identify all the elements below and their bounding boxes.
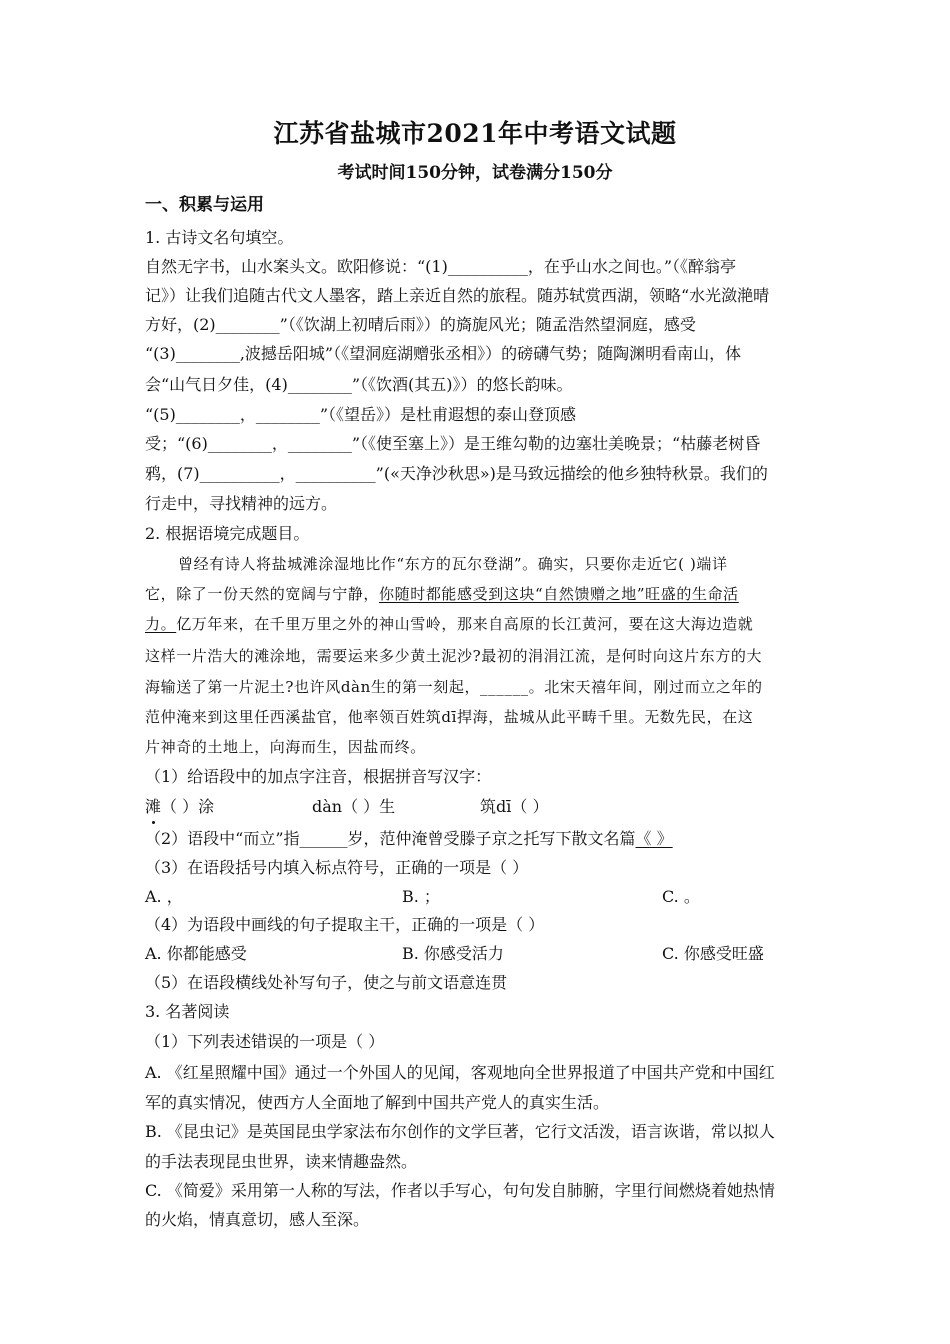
passage-line: 这样一片浩大的滩涂地，需要运来多少黄土泥沙?最初的涓涓江流，是何时向这片东方的大 [145, 647, 763, 665]
q1-line: 记》）让我们追随古代文人墨客，踏上亲近自然的旅程。随苏轼赏西湖，领略“水光潋滟晴 [145, 286, 770, 305]
q3-option-line: 的火焰，情真意切，感人至深。 [145, 1210, 370, 1229]
passage-text: 亿万年来，在千里万里之外的神山雪岭，那来自高原的长江黄河，要在这大海边造就 [176, 615, 754, 633]
q1-line: “(5)________，________”（《望岳》）是杜甫遐想的泰山登顶感 [145, 405, 577, 424]
passage-line [145, 613, 805, 635]
pinyin-item-a [145, 796, 214, 818]
passage-line: 海输送了第一片泥土?也许风dàn生的第一刻起，______。北宋天禧年间，刚过而立之年的 [145, 678, 763, 696]
q2-sub4: （4）为语段中画线的句子提取主干，正确的一项是（ ） [145, 915, 545, 934]
q1-line: 自然无字书，山水案头文。欧阳修说：“(1)__________，在乎山水之间也。”（《醉翁亭 [145, 257, 737, 276]
passage-line [145, 583, 805, 605]
q1-line: 会“山气日夕佳，(4)________”（《饮酒(其五)》）的悠长韵味。 [145, 375, 573, 394]
option-b: B. 你感受活力 [402, 944, 504, 963]
passage-line: 曾经有诗人将盐城滩涂湿地比作“东方的瓦尔登湖”。确实，只要你走近它( )端详 [178, 555, 728, 573]
q1-line: 鸦，(7)__________，__________”(«天净沙秋思»)是马致远描绘的他乡独特秋景。我们的 [145, 464, 768, 483]
exam-subtitle: 考试时间150分钟，试卷满分150分 [337, 163, 613, 183]
q1-line: “(3)________,波撼岳阳城”（《望洞庭湖赠张丞相》）的磅礴气势；随陶渊明看南山，体 [145, 344, 742, 363]
option-c: C. 你感受旺盛 [662, 944, 764, 963]
q2-sub1: （1）给语段中的加点字注音，根据拼音写汉字： [145, 767, 492, 786]
q1-line: 受；“(6)________，________”（《使至塞上》）是王维勾勒的边塞壮美晚景；“枯藤老树昏 [145, 434, 761, 453]
dotted-char: 滩 [145, 797, 162, 816]
q2-sub2-title-blank: 《 》 [635, 829, 673, 848]
answer-blank: （ ）涂 [161, 797, 215, 816]
q3-option-line: B. 《昆虫记》是英国昆虫学家法布尔创作的文学巨著，它行文活泼，语言诙谐，常以拟人 [145, 1122, 775, 1141]
underlined-sentence: 你随时都能感受到这块“自然馈赠之地”旺盛的生命活 [379, 585, 739, 603]
passage-text: 它，除了一份天然的宽阔与宁静， [145, 585, 380, 603]
passage-line: 范仲淹来到这里任西溪盐官，他率领百姓筑dī捍海，盐城从此平畴千里。无数先民，在这 [145, 708, 754, 726]
q3-option-line: 军的真实情况，使西方人全面地了解到中国共产党人的真实生活。 [145, 1093, 610, 1112]
option-b: B. ； [402, 887, 440, 906]
q2-sub5: （5）在语段横线处补写句子，使之与前文语意连贯 [145, 973, 508, 992]
option-a: A. ， [145, 887, 183, 906]
q2-sub2-text: （2）语段中“而立”指______岁，范仲淹曾受滕子京之托写下散文名篇 [145, 829, 636, 848]
option-c: C. 。 [662, 887, 700, 906]
page-title: 江苏省盐城市2021年中考语文试题 [273, 119, 677, 148]
q3-stem: 3. 名著阅读 [145, 1002, 230, 1021]
q2-sub3: （3）在语段括号内填入标点符号，正确的一项是（ ） [145, 858, 529, 877]
section-heading: 一、积累与运用 [145, 195, 264, 215]
underlined-sentence: 力。 [145, 615, 177, 633]
passage-line: 片神奇的土地上，向海而生，因盐而终。 [145, 738, 426, 756]
pinyin-item-c: 筑dī（ ） [480, 797, 549, 816]
q3-option-line: 的手法表现昆虫世界，读来情趣盎然。 [145, 1152, 418, 1171]
option-a: A. 你都能感受 [145, 944, 247, 963]
pinyin-item-b: dàn（ ）生 [312, 797, 396, 816]
q2-sub2 [145, 828, 815, 850]
q2-stem: 2. 根据语境完成题目。 [145, 524, 310, 543]
q1-line: 方好，(2)________”（《饮湖上初晴后雨》）的旖旎风光；随孟浩然望洞庭，感受 [145, 315, 696, 334]
q3-option-line: C. 《简爱》采用第一人称的写法，作者以手写心，句句发自肺腑，字里行间燃烧着她热情 [145, 1181, 775, 1200]
q1-line: 行走中，寻找精神的远方。 [145, 494, 338, 513]
q3-sub1: （1）下列表述错误的一项是（ ） [145, 1032, 385, 1051]
q1-stem: 1. 古诗文名句填空。 [145, 228, 294, 247]
q3-option-line: A. 《红星照耀中国》通过一个外国人的见闻，客观地向全世界报道了中国共产党和中国红 [145, 1063, 775, 1082]
